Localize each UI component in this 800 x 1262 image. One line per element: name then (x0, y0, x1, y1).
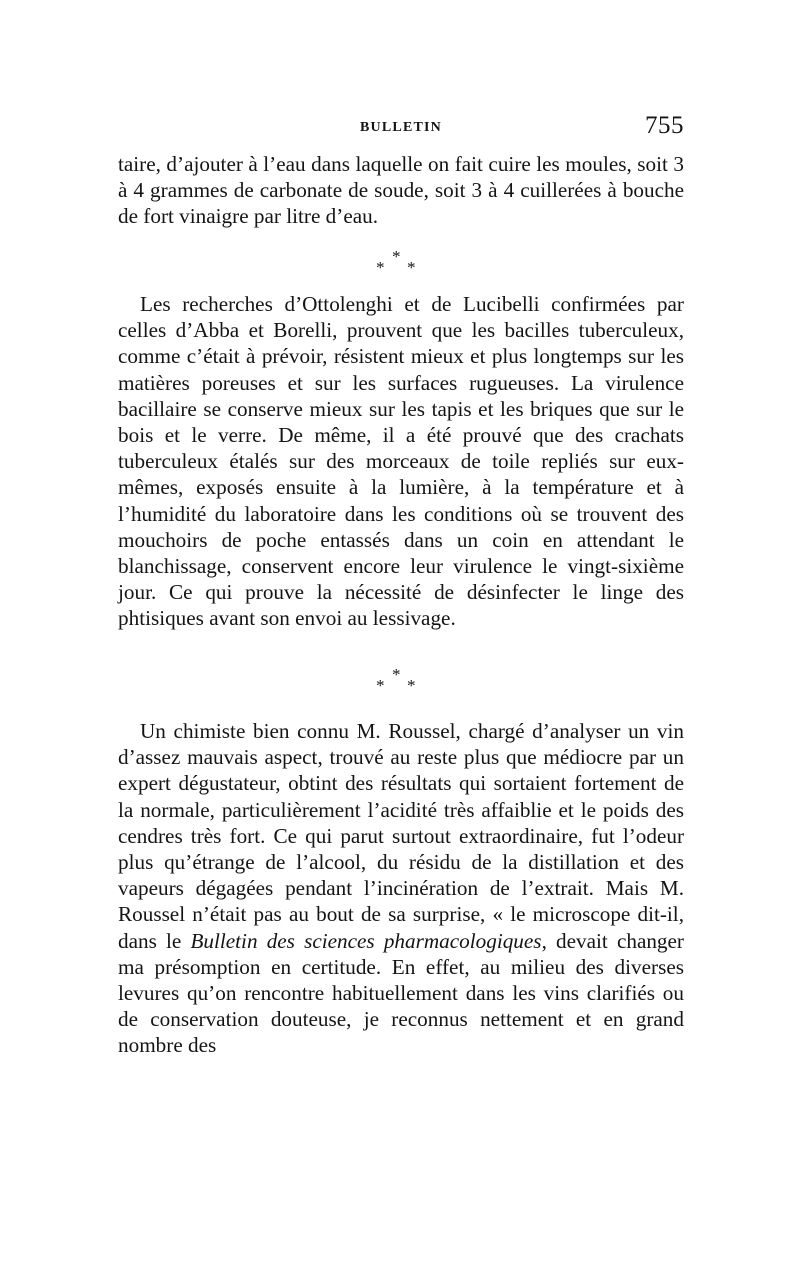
paragraph-continuation (118, 151, 684, 230)
page-number: 755 (645, 112, 684, 139)
paragraph-text (118, 718, 684, 1059)
asterism-separator (0, 246, 800, 280)
asterism-separator (0, 664, 800, 698)
asterisk-icon: * (376, 676, 385, 695)
paragraph-tuberculosis (118, 291, 684, 632)
asterisk-icon: * (392, 665, 401, 684)
paragraph-text-after-italic: , devait changer ma présomption en certitude. En effet, au milieu des diverses levures qu’on rencontre habituellement dans les vins clarifiés ou de conservation douteuse, je reconnus nettement et en grand nombre des (118, 928, 684, 1058)
running-title: BULLETIN (360, 120, 442, 135)
paragraph-wine-analysis (118, 718, 684, 1059)
paragraph-text: taire, d’ajouter à l’eau dans laquelle on fait cuire les moules, soit 3 à 4 grammes de carbonate de soude, soit 3 à 4 cuillerées à bouche de fort vinaigre par litre d’eau. (118, 152, 684, 229)
running-head (118, 112, 684, 142)
journal-title-italic: Bulletin des sciences pharmacologiques (190, 928, 542, 953)
asterisk-icon: * (392, 247, 401, 266)
paragraph-text-before-italic: Un chimiste bien connu M. Roussel, chargé d’analyser un vin d’assez mauvais aspect, trouvé au reste plus que médiocre par un expert dégustateur, obtint des résultats qui sortaient fortement de la normale, particulièrement l’acidité très affaiblie et le poids des cendres très fort. Ce qui parut surtout extraordinaire, fut l’odeur plus qu’étrange de l’alcool, du résidu de la distillation et des vapeurs dégagées pendant l’incinération de l’extrait. Mais M. Roussel n’était pas au bout de sa surprise, « le microscope dit-il, dans le (118, 719, 684, 953)
asterisk-icon: * (407, 676, 416, 695)
asterisk-icon: * (376, 258, 385, 277)
asterisk-icon: * (407, 258, 416, 277)
paragraph-text: Les recherches d’Ottolenghi et de Lucibelli confirmées par celles d’Abba et Borelli, prouvent que les bacilles tuberculeux, comme c’était à prévoir, résistent mieux et plus longtemps sur les matières poreuses et sur les surfaces rugueuses. La virulence bacillaire se conserve mieux sur les tapis et les briques que sur le bois et le verre. De même, il a été prouvé que des crachats tuberculeux étalés sur des morceaux de toile repliés sur eux-mêmes, exposés ensuite à la lumière, à la température et à l’humidité du laboratoire dans les conditions où se trouvent des mouchoirs de poche entassés dans un coin en attendant le blanchissage, conservent encore leur virulence le vingt-sixième jour. Ce qui prouve la nécessité de désinfecter le linge des phtisiques avant son envoi au lessivage. (118, 292, 684, 631)
